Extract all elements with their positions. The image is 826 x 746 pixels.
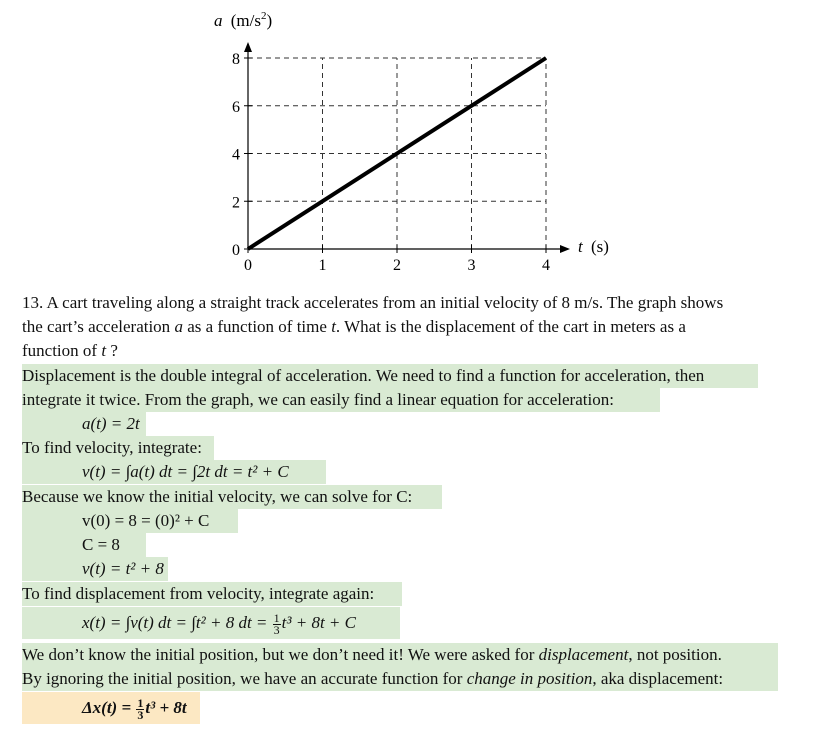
- equation-acceleration: a(t) = 2t: [22, 412, 146, 436]
- y-tick-4: 4: [232, 146, 240, 164]
- displacement-heading: To find displacement from velocity, integrate again:: [22, 582, 402, 606]
- x-tick-3: 3: [467, 257, 476, 274]
- acceleration-graph: [0, 0, 826, 290]
- x-axis-arrow: [560, 245, 570, 253]
- y-tick-2: 2: [232, 194, 240, 212]
- equation-velocity: v(t) = ∫a(t) dt = ∫2t dt = t² + C: [22, 460, 326, 484]
- x-tick-1: 1: [318, 257, 327, 274]
- solution-intro-2: integrate it twice. From the graph, we can easily find a linear equation for acceleration:: [22, 388, 660, 412]
- final-answer: Δx(t) = $\frac{1}{3}$ t³ + 8t: [22, 692, 200, 724]
- solution-intro-1: Displacement is the double integral of acceleration. We need to find a function for acceleration, then: [22, 364, 758, 388]
- final-fraction-one-third: $\frac{1}{3}$: [137, 695, 144, 722]
- fraction-one-third: $\frac{1}{3}$: [273, 610, 280, 637]
- x-axis-label: t (s): [578, 237, 609, 256]
- y-tick-8: 8: [232, 51, 240, 68]
- x-tick-0: 0: [244, 257, 252, 274]
- x-tick-2: 2: [393, 257, 401, 274]
- equation-displacement: x(t) = ∫v(t) dt = ∫t² + 8 dt = $\frac{1}{3}$ t³ + 8t + C: [22, 607, 400, 639]
- problem-line-2: the cart’s acceleration a as a function of time t. What is the displacement of the cart in meters as a: [22, 317, 686, 336]
- problem-line-3: function of t ?: [22, 341, 118, 360]
- solution-note-2: By ignoring the initial position, we have an accurate function for change in position, aka displacement:: [22, 667, 778, 691]
- velocity-heading: To find velocity, integrate:: [22, 436, 214, 460]
- solution-note-1: We don’t know the initial position, but we don’t need it! We were asked for displacement, not position.: [22, 643, 778, 667]
- y-tick-0: 0: [232, 242, 240, 259]
- initial-velocity-heading: Because we know the initial velocity, we can solve for C:: [22, 485, 442, 509]
- equation-c: C = 8: [22, 533, 146, 557]
- equation-v0: v(0) = 8 = (0)² + C: [22, 509, 238, 533]
- y-axis-arrow: [244, 42, 252, 52]
- equation-velocity-final: v(t) = t² + 8: [22, 557, 168, 581]
- y-tick-6: 6: [232, 98, 240, 116]
- x-tick-4: 4: [542, 257, 550, 274]
- problem-line-1: 13. A cart traveling along a straight track accelerates from an initial velocity of 8 m/s. The graph shows: [22, 293, 724, 312]
- y-axis-label: a $(m/s^2)$: [214, 10, 273, 30]
